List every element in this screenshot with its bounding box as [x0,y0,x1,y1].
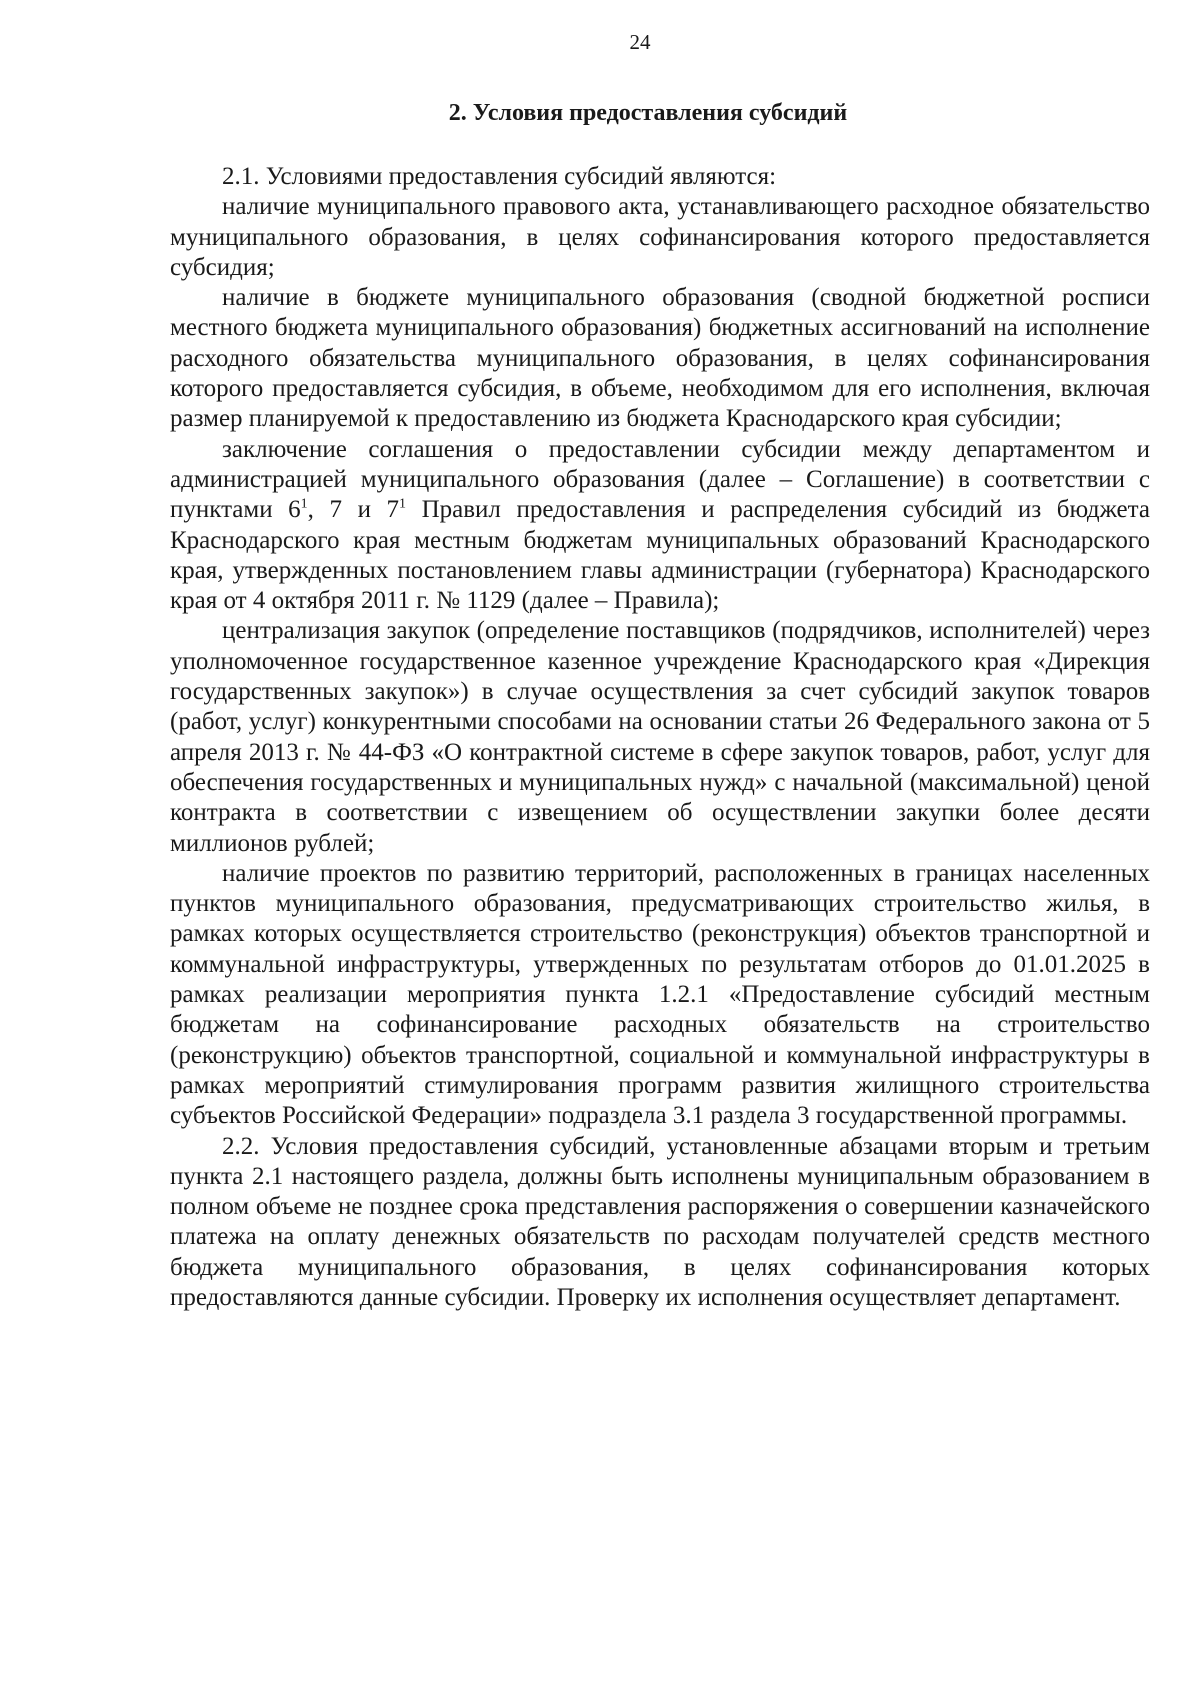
body-text [170,162,1150,1313]
agreement-text-b: , 7 и 7 [307,496,400,524]
paragraph-2-2: 2.2. Условия предоставления субсидий, установленные абзацами вторым и третьим пункта 2.1 настоящего раздела, должны быть исполнены муниципальным образованием в полном объеме не позднее срока представления распоряжения о совершении казначейского платежа на оплату денежных обязательств по расходам получателей средств местного бюджета муниципального образования, в целях софинансирования которых предоставляются данные субсидии. Проверку их исполнения осуществляет департамент. [170,1132,1150,1311]
paragraph-projects: наличие проектов по развитию территорий, расположенных в границах населенных пунктов муниципального образования, предусматривающих строительство жилья, в рамках которых осуществляется строительство (реконструкция) объектов транспортной и коммунальной инфраструктуры, утвержденных по результатам отборов до 01.01.2025 в рамках реализации мероприятия пункта 1.2.1 «Предоставление субсидий местным бюджетам на софинансирование расходных обязательств на строительство (реконструкцию) объектов транспортной, социальной и коммунальной инфраструктуры в рамках мероприятий стимулирования программ развития жилищного строительства субъектов Российской Федерации» подраздела 3.1 раздела 3 государственной программы. [170,859,1150,1130]
paragraph-procurement: централизация закупок (определение поставщиков (подрядчиков, исполнителей) через уполномоченное государственное казенное учреждение Краснодарского края «Дирекция государственных закупок») в случае осуществления за счет субсидий закупок товаров (работ, услуг) конкурентными способами на основании статьи 26 Федерального закона от 5 апреля 2013 г. № 44-ФЗ «О контрактной системе в сфере закупок товаров, работ, услуг для обеспечения государственных и муниципальных нужд» с начальной (максимальной) ценой контракта в соответствии с извещением об осуществлении закупки более десяти миллионов рублей; [170,617,1150,857]
agreement-text-c: Правил предоставления и распределения субсидий из бюджета Краснодарского края местным бюджетам муниципальных образований Краснодарского края, утвержденных постановлением главы администрации (губернатора) Краснодарского края от 4 октября 2011 г. № 1129 (далее – Правила); [170,496,1150,615]
paragraph-legal-act: наличие муниципального правового акта, устанавливающего расходное обязательство муниципального образования, в целях софинансирования которого предоставляется субсидия; [170,193,1150,281]
superscript-2: 1 [399,496,407,512]
page-number: 24 [629,30,651,54]
section-title: 2. Условия предоставления субсидий [448,100,848,126]
paragraph-agreement [170,435,1150,617]
superscript-1: 1 [300,496,308,512]
paragraph-2-1: 2.1. Условиями предоставления субсидий являются: [222,163,777,190]
agreement-text-a: заключение соглашения о предоставлении субсидии между департаментом и администрацией муниципального образования (далее – Соглашение) в соответствии с пунктами 6 [170,435,1150,524]
paragraph-budget-allocations: наличие в бюджете муниципального образования (сводной бюджетной росписи местного бюджета муниципального образования) бюджетных ассигнований на исполнение расходного обязательства муниципального образования, в целях софинансирования которого предоставляется субсидия, в объеме, необходимом для его исполнения, включая размер планируемой к предоставлению из бюджета Краснодарского края субсидии; [170,284,1150,433]
